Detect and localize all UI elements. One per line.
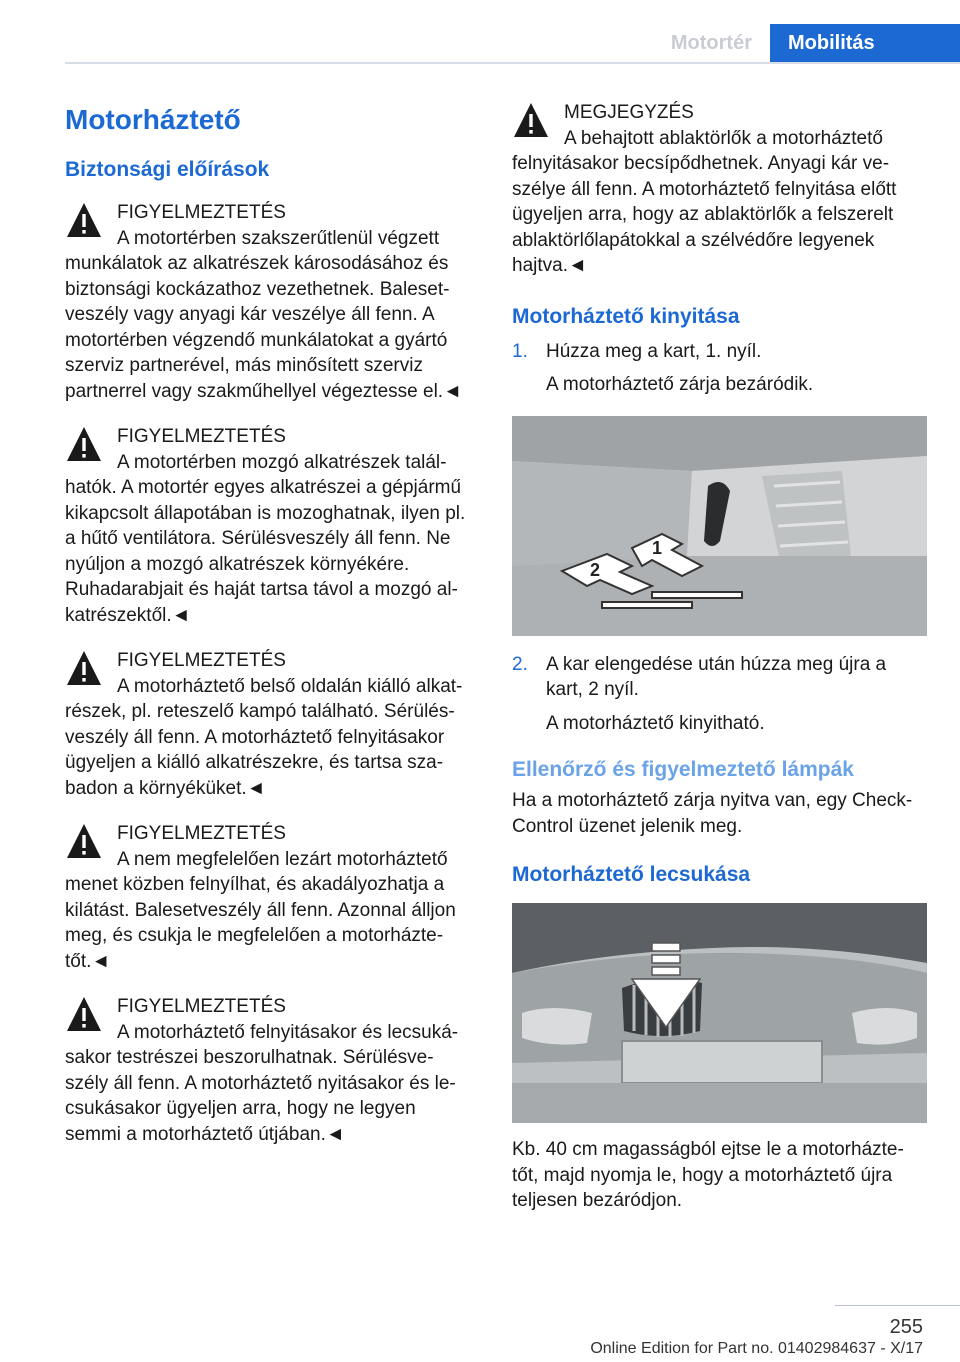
- warning-heading: FIGYELMEZTETÉS: [117, 996, 286, 1017]
- right-column: [512, 100, 927, 1214]
- warning-text: A nem megfelelően lezárt motorháztető menet közben felnyílhat, és akadályozhatja a kilátást. Balesetveszély áll fenn. Azonnal álljon meg, és csukja le megfelelően a motorházte-tőt.◄: [65, 848, 456, 972]
- warning-text: A motortérben mozgó alkatrészek talál-hatók. A motortér egyes alkatrészei a gépjármű kikapcsolt állapotában is mozoghatnak, ilyen pl. a hűtő ventilátora. Sérülésveszély áll fenn. Ne nyúljon a mozgó alkatrészek környékére. Ruhadarabjait és haját tartsa távol a mozgó al-katrészektől.◄: [65, 451, 466, 626]
- lamps-text: Ha a motorháztető zárja nyitva van, egy Check-Control üzenet jelenik meg.: [512, 790, 913, 837]
- closing-hood-photo: [512, 903, 927, 1123]
- section-title-lamps: Ellenőrző és figyelmeztető lámpák: [512, 758, 854, 781]
- warning-heading: FIGYELMEZTETÉS: [117, 426, 286, 447]
- step-number: 2.: [512, 653, 528, 675]
- step-result: A motorháztető kinyitható.: [546, 712, 765, 734]
- warning-heading: FIGYELMEZTETÉS: [117, 650, 286, 671]
- note-heading: MEGJEGYZÉS: [564, 102, 694, 123]
- step-1: [512, 339, 927, 398]
- footer-rule: [835, 1305, 960, 1306]
- section-title-close: Motorháztető lecsukása: [512, 863, 751, 886]
- tab-mobilitas[interactable]: Mobilitás: [770, 24, 960, 62]
- warning-triangle-icon: [65, 648, 103, 688]
- warning-triangle-icon: [65, 424, 103, 464]
- warning-triangle-icon: [65, 994, 103, 1034]
- warning-text: A motorháztető felnyitásakor és lecsuká-sakor testrészei beszorulhatnak. Sérülésve-szély áll fenn. A motorháztető nyitásakor és le-csukásakor ügyeljen arra, hogy ne legyen semmi a motorháztető útjában.◄: [65, 1021, 459, 1145]
- step-text: A kar elengedése után húzza meg újra a kart, 2 nyíl.: [546, 653, 887, 700]
- step-2: [512, 652, 927, 737]
- arrow-label-2: 2: [590, 559, 601, 580]
- note-text: A behajtott ablaktörlők a motorháztető felnyitásakor becsípődhetnek. Anyagi kár ve-szélye áll fenn. A motorháztető felnyitása előtt ügyeljen arra, hogy az ablaktörlők a felszerelt ablaktörlőlapátokkal a szélvédőre legyenek hajtva.◄: [512, 127, 897, 276]
- edition-note: Online Edition for Part no. 01402984637 - X/17: [590, 1340, 923, 1357]
- note-block: [512, 100, 927, 279]
- warning-heading: FIGYELMEZTETÉS: [117, 202, 286, 223]
- close-text: Kb. 40 cm magasságból ejtse le a motorházte-tőt, majd nyomja le, hogy a motorháztető újra teljesen bezáródjon.: [512, 1139, 904, 1211]
- warning-heading: FIGYELMEZTETÉS: [117, 823, 286, 844]
- step-number: 1.: [512, 340, 528, 362]
- arrow-label-1: 1: [652, 537, 663, 558]
- step-result: A motorháztető zárja bezáródik.: [546, 374, 814, 395]
- section-title-safety: Biztonsági előírások: [65, 158, 270, 181]
- warning-block: [65, 994, 475, 1147]
- page-number: 255: [889, 1316, 923, 1338]
- step-text: Húzza meg a kart, 1. nyíl.: [546, 340, 762, 362]
- left-column: [65, 100, 475, 1167]
- warning-triangle-icon: [512, 100, 550, 140]
- warning-block: [65, 424, 475, 628]
- warning-text: A motortérben szakszerűtlenül végzett munkálatok az alkatrészek károsodásához és biztonsági kockázathoz vezethetnek. Baleset-veszély vagy anyagi kár veszélye áll fenn. A motortérben végzendő munkálatokat a gyártó szerviz partnerével, más minősített szerviz partnerrel vagy szakműhellyel végeztesse el.◄: [65, 227, 462, 402]
- hood-release-lever-photo: [512, 416, 927, 636]
- warning-block: [65, 648, 475, 801]
- warning-block: [65, 821, 475, 974]
- warning-triangle-icon: [65, 200, 103, 240]
- page-title: Motorháztető: [65, 104, 241, 135]
- section-title-open: Motorháztető kinyitása: [512, 304, 740, 328]
- warning-text: A motorháztető belső oldalán kiálló alkat-részek, pl. reteszelő kampó található. Sérülés-veszély áll fenn. A motorháztető felnyitásakor ügyeljen a kiálló alkatrészekre, és tartsa sza-badon a környéküket.◄: [65, 675, 463, 799]
- tab-motorter[interactable]: Motortér: [670, 32, 752, 54]
- section-tabs: [653, 24, 960, 62]
- warning-block: [65, 200, 475, 404]
- header-rule: [65, 62, 960, 64]
- warning-triangle-icon: [65, 821, 103, 861]
